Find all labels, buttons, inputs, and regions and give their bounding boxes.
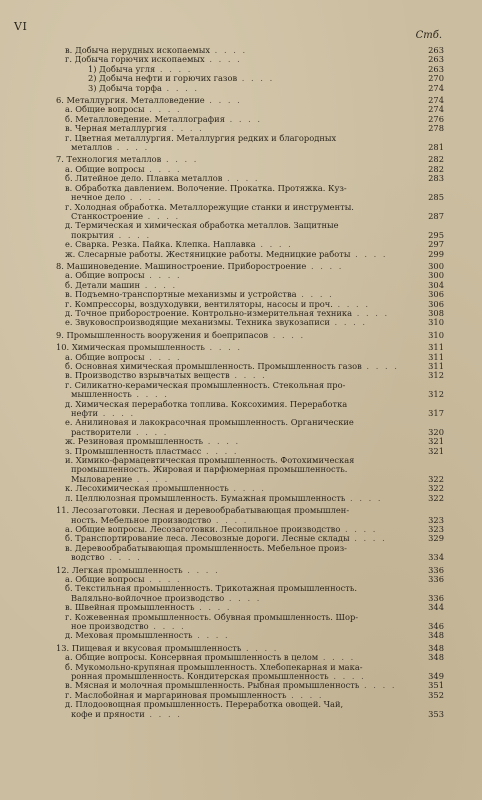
dot-leader: . . . . [125,192,163,203]
toc-entry-title: б. Литейное дело. Плавка металлов [65,173,223,184]
dot-leader: . . . . [144,351,182,362]
toc-page-number: 351 [428,680,444,691]
toc-entry-title: а. Общие вопросы [65,104,145,115]
column-label: Стб. [415,30,442,41]
toc-page-number: 285 [428,192,444,203]
toc-page-number: 263 [428,54,444,65]
toc-entry-title: и. Химико-фармацевтическая промышленность. Фотохимическая [65,455,355,466]
toc-page-number: 311 [428,342,444,353]
toc-page-number: 300 [428,260,444,271]
toc-entry-title: 2) Добыча нефти и горючих газов [88,73,238,84]
dot-leader: . . . . [203,436,241,447]
toc-entry-title: г. Цветная металлургия. Металлургия редких и благородных [65,132,337,143]
toc-entry-title: в. Подъемно-транспортные механизмы и устройства [65,289,297,300]
dot-leader: . . . . [112,142,150,153]
toc-page-number: 348 [428,630,444,641]
toc-page-number: 312 [428,370,444,381]
dot-leader: . . . . [340,523,378,534]
toc-entry-title: в. Обработка давлением. Волочение. Прокатка. Протяжка. Куз- [65,182,347,193]
toc-entry-title: а. Общие вопросы. Консервная промышленность в целом [65,652,319,663]
dot-leader: . . . . [210,45,248,55]
toc-page-number: 281 [428,142,444,153]
toc-entry-title: а. Общие вопросы [65,163,145,174]
toc-page-number: 321 [428,445,444,456]
toc-page-number: 308 [428,307,444,318]
toc-page-number: 334 [428,552,444,563]
toc-page-number: 310 [428,329,444,340]
toc-page-number: 346 [428,620,444,631]
toc-entry-title: к. Лесохимическая промышленность [65,483,229,494]
dot-leader: . . . . [318,652,356,663]
toc-entry-title: в. Производство взрывчатых веществ [65,370,230,381]
toc-entry-title: кофе и пряности [71,708,145,719]
toc-entry-title: 11. Лесозаготовки. Лесная и деревообрабатывающая промышлен- [56,505,350,516]
dot-leader: . . . . [144,708,182,719]
dot-leader: . . . . [148,620,186,631]
toc-entry-title: в. Добыча нерудных ископаемых [65,45,211,55]
toc-entry-title: д. Точное приборостроение. Контрольно-измерительная техника [65,307,353,318]
dot-leader: . . . . [144,163,182,174]
dot-leader: . . . . [104,552,142,563]
toc-page-number: 336 [428,573,444,584]
toc-page-number: 263 [428,63,444,74]
toc-entry-title: 7. Технология металлов [56,154,162,165]
dot-leader: . . . . [361,361,399,371]
toc-page-number: 349 [428,671,444,681]
dot-leader: . . . . [204,95,242,106]
toc-entry-title: ное производство [71,620,149,631]
dot-leader: . . . . [237,73,275,84]
toc-entry-title: б. Основная химическая промышленность. Промышленность газов [65,361,362,371]
toc-page-number: 263 [428,45,444,55]
dot-leader: . . . . [131,426,169,437]
dot-leader: . . . . [224,113,263,124]
toc-page-number: 344 [428,602,444,613]
toc-entry-title: ность. Мебельное производство [71,514,212,525]
toc-entry-title: г. Силикатно-керамическая промышленность. Стекольная про- [65,379,346,390]
dot-leader: . . . . [161,82,200,93]
dot-leader: . . . . [228,483,266,494]
toc-entry-title: 13. Пищевая и вкусовая промышленность [56,642,242,653]
toc-entry-title: б. Текстильная промышленность. Трикотажная промышленность. [65,583,357,594]
toc-entry-title: б. Металловедение. Металлография [65,113,225,124]
toc-entry-row [56,143,444,152]
dot-leader: . . . . [140,279,178,290]
toc-page-number: 317 [428,408,444,419]
toc-entry-title: 12. Легкая промышленность [56,564,183,575]
toc-page-number: 329 [428,533,444,544]
toc-entry-title: Станкостроение [71,210,144,221]
toc-entry-title: д. Меховая промышленность [65,630,193,641]
toc-entry-title: нечное дело [71,192,126,203]
toc-page-number: 304 [428,279,444,290]
toc-page-number: 352 [428,689,444,700]
toc-page-number: 311 [428,361,444,371]
toc-page-number: 274 [428,82,444,93]
toc-page-number: 310 [428,317,444,328]
toc-entry-title: 3) Добыча торфа [88,82,162,93]
toc-entry-title: мышленность [71,389,132,400]
dot-leader: . . . . [144,104,182,115]
toc-section-row [56,331,444,340]
toc-page-number: 348 [428,652,444,663]
dot-leader: . . . . [306,260,344,271]
toc-page-number: 322 [428,483,444,494]
dot-leader: . . . . [350,248,388,259]
toc-entry-title: в. Черная металлургия [65,123,167,134]
toc-entry-title: Мыловарение [71,473,133,484]
dot-leader: . . . . [229,370,267,381]
toc-page-number: 270 [428,73,444,84]
table-of-contents [56,46,444,719]
toc-entry-title: ронная промышленность. Кондитерская промышленность [71,671,329,681]
toc-entry-title: 6. Металлургия. Металловедение [56,95,205,106]
dot-leader: . . . . [201,445,239,456]
toc-entry-title: в. Мясная и молочная промышленность. Рыбная промышленность [65,680,360,691]
toc-page-number: 306 [428,289,444,300]
toc-page-number: 278 [428,123,444,134]
toc-page-number: 311 [428,351,444,362]
dot-leader: . . . . [144,270,182,281]
toc-entry-title: г. Маслобойная и маргариновая промышленность [65,689,287,700]
toc-page-number: 282 [428,154,444,165]
toc-entry-row [56,250,444,259]
toc-entry-title: д. Химическая переработка топлива. Коксохимия. Переработка [65,398,348,409]
dot-leader: . . . . [144,573,182,584]
toc-entry-title: промышленность. Жировая и парфюмерная промышленность. [71,464,348,475]
dot-leader: . . . . [98,408,136,419]
dot-leader: . . . . [241,642,279,653]
dot-leader: . . . . [204,54,242,65]
toc-page-number: 306 [428,298,444,309]
toc-entry-title: б. Транспортирование леса. Лесовозные дороги. Лесные склады [65,533,350,544]
toc-page-number: 276 [428,113,444,124]
dot-leader: . . . . [194,602,232,613]
toc-page-number: 295 [428,229,444,240]
toc-page-number: 297 [428,239,444,250]
toc-page-number: 287 [428,210,444,221]
toc-entry-title: нефти [71,408,99,419]
toc-entry-title: г. Добыча горючих ископаемых [65,54,205,65]
toc-entry-title: а. Общие вопросы [65,573,145,584]
dot-leader: . . . . [192,630,230,641]
toc-page-number: 320 [428,426,444,437]
dot-leader: . . . . [132,473,170,484]
toc-entry-title: 8. Машиноведение. Машиностроение. Приборостроение [56,260,307,271]
dot-leader: . . . . [296,289,334,300]
dot-leader: . . . . [222,173,260,184]
toc-entry-title: г. Компрессоры, воздуходувки, вентиляторы, насосы и проч. [65,298,333,309]
toc-entry-row [56,84,444,93]
dot-leader: . . . . [255,239,293,250]
toc-page-number: 299 [428,248,444,259]
dot-leader: . . . . [268,329,306,340]
toc-entry-title: ж. Слесарные работы. Жестяницкие работы. Медницкие работы [65,248,351,259]
toc-entry-row [56,553,444,562]
toc-entry-title: б. Мукомольно-крупяная промышленность. Хлебопекарная и мака- [65,661,363,672]
dot-leader: . . . . [329,317,368,328]
toc-entry-row [56,710,444,719]
toc-page-number: 336 [428,564,444,575]
toc-entry-row [56,494,444,503]
toc-entry-title: д. Плодоовощная промышленность. Переработка овощей. Чай, [65,699,344,710]
toc-entry-title: л. Целлюлозная промышленность. Бумажная промышленность [65,492,346,503]
toc-entry-title: растворители [71,426,132,437]
dot-leader: . . . . [332,298,370,309]
toc-entry-title: а. Общие вопросы. Лесозаготовки. Лесопильное производство [65,523,341,534]
toc-entry-title: в. Деревообрабатывающая промышленность. Мебельное произ- [65,542,347,553]
toc-entry-title: 10. Химическая промышленность [56,342,205,353]
toc-page-number: 336 [428,592,444,603]
toc-page-number: 322 [428,473,444,484]
toc-entry-title: а. Общие вопросы [65,270,145,281]
dot-leader: . . . . [224,592,262,603]
toc-page-number: 323 [428,523,444,534]
toc-entry-title: е. Анилиновая и лакокрасочная промышленность. Органические [65,417,354,428]
toc-entry-title: г. Кожевенная промышленность. Обувная промышленность. Шор- [65,611,359,622]
dot-leader: . . . . [166,123,204,134]
toc-entry-title: покрытия [71,229,114,240]
toc-entry-row [56,318,444,327]
dot-leader: . . . . [131,389,169,400]
toc-entry-title: ж. Резиновая промышленность [65,436,204,447]
dot-leader: . . . . [182,564,220,575]
toc-page-number: 353 [428,708,444,719]
toc-page-number: 300 [428,270,444,281]
dot-leader: . . . . [204,342,243,353]
toc-entry-title: а. Общие вопросы [65,351,145,362]
toc-page-number: 312 [428,389,444,400]
dot-leader: . . . . [143,210,181,221]
dot-leader: . . . . [345,492,383,503]
toc-page-number: 348 [428,642,444,653]
toc-entry-title: г. Холодная обработка. Металлорежущие станки и инструменты. [65,201,354,212]
toc-entry-row [56,631,444,640]
toc-entry-title: д. Термическая и химическая обработка металлов. Защитные [65,220,339,231]
toc-page-number: 323 [428,514,444,525]
dot-leader: . . . . [211,514,249,525]
dot-leader: . . . . [113,229,152,240]
toc-entry-title: з. Промышленность пластмасс [65,445,202,456]
toc-page-number: 321 [428,436,444,447]
dot-leader: . . . . [155,63,193,74]
dot-leader: . . . . [328,671,366,681]
page-number-roman: VI [14,20,28,33]
toc-entry-title: е. Сварка. Резка. Пайка. Клепка. Наплавка [65,239,256,250]
toc-entry-title: 1) Добыча угля [88,63,156,74]
dot-leader: . . . . [359,680,397,691]
toc-entry-title: в. Швейная промышленность [65,602,195,613]
dot-leader: . . . . [286,689,324,700]
toc-entry-title: е. Звуковоспроизводящие механизмы. Техника звукозаписи [65,317,330,328]
toc-page-number: 274 [428,95,444,106]
toc-page-number: 283 [428,173,444,184]
toc-entry-title: водство [71,552,105,563]
toc-page-number: 322 [428,492,444,503]
toc-entry-title: 9. Промышленность вооружения и боеприпасов [56,329,269,340]
toc-entry-title: металлов [71,142,113,153]
dot-leader: . . . . [349,533,387,544]
dot-leader: . . . . [161,154,199,165]
dot-leader: . . . . [352,307,390,318]
toc-page-number: 282 [428,163,444,174]
toc-entry-title: б. Детали машин [65,279,141,290]
toc-entry-title: Валяльно-войлочное производство [71,592,225,603]
toc-page-number: 274 [428,104,444,115]
